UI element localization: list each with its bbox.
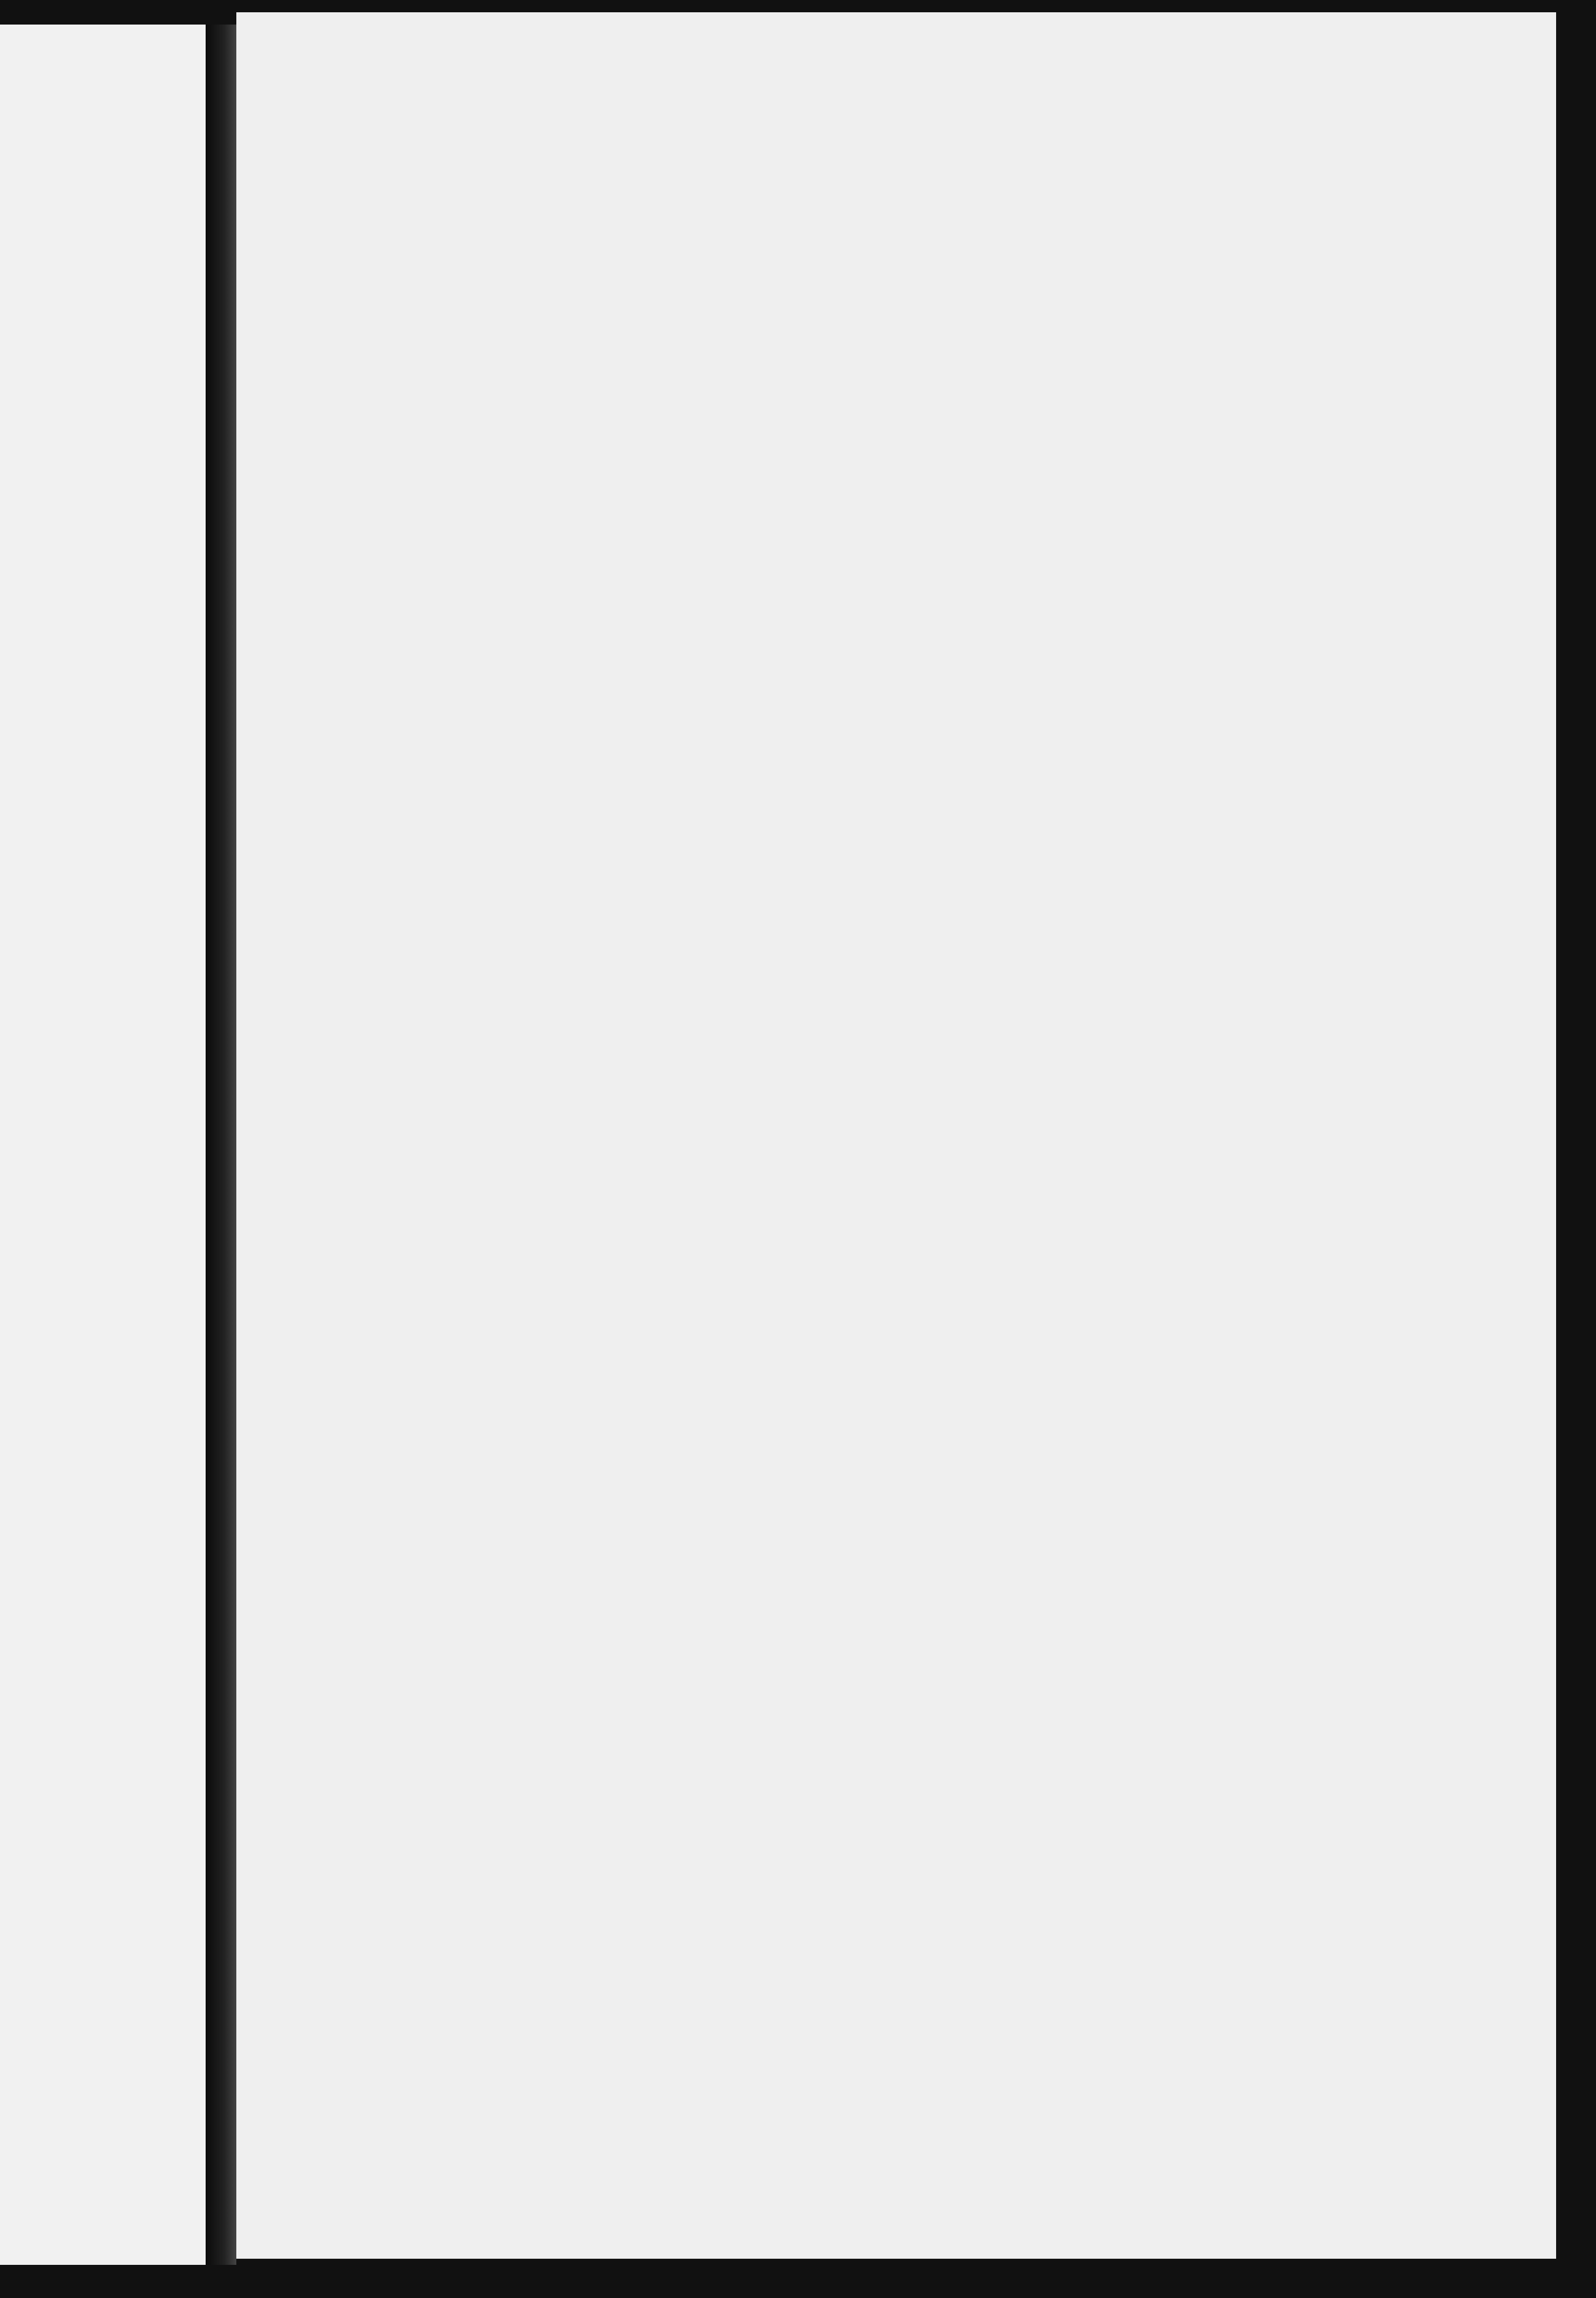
running-head [313, 150, 1296, 242]
page-content [313, 150, 1297, 250]
left-page-fragment [0, 25, 206, 2265]
main-page [236, 12, 1556, 2259]
book-gutter [206, 25, 236, 2265]
